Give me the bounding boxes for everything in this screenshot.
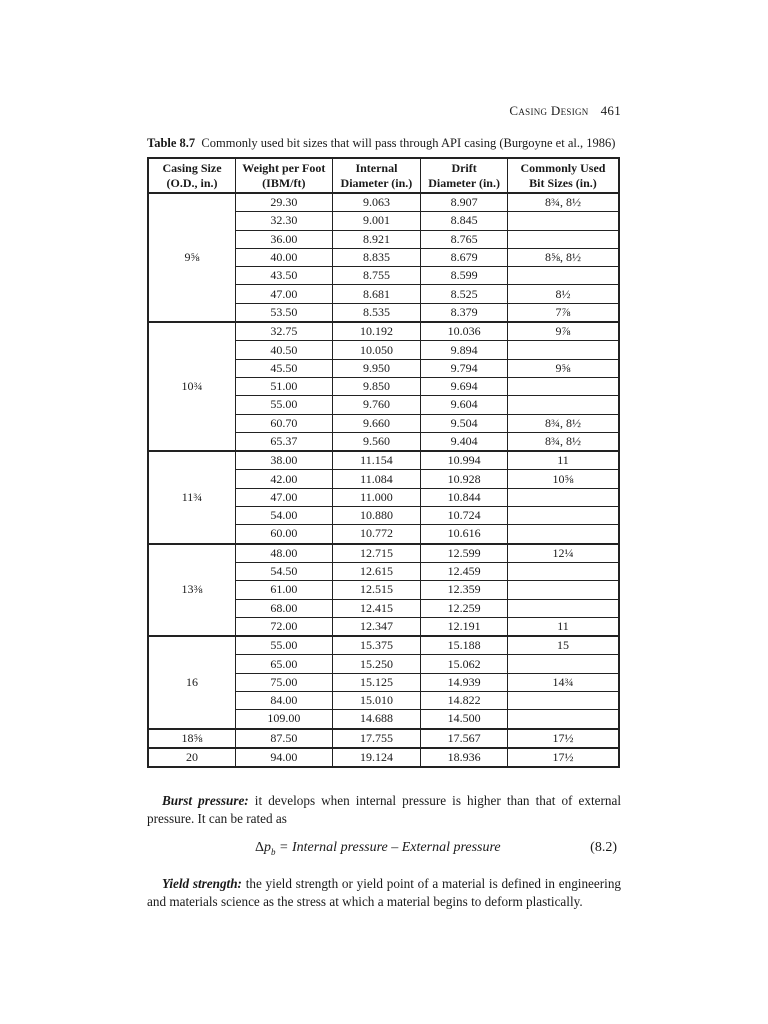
table-cell: 9.694: [421, 377, 508, 395]
table-cell: 10.050: [332, 341, 421, 359]
table-cell: 12.259: [421, 599, 508, 617]
table-cell: 9.001: [332, 212, 421, 230]
table-cell: 45.50: [236, 359, 333, 377]
column-header-line: Diameter (in.): [428, 175, 500, 190]
table-cell: 65.37: [236, 432, 333, 451]
yield-strength-paragraph: [147, 875, 621, 911]
table-cell: [507, 692, 619, 710]
column-header: [148, 158, 236, 193]
table-cell: 12¼: [507, 544, 619, 563]
table-cell: 87.50: [236, 729, 333, 748]
table-cell: 10.994: [421, 451, 508, 470]
table-cell: [507, 507, 619, 525]
table-cell: 53.50: [236, 303, 333, 322]
table-cell: 36.00: [236, 230, 333, 248]
column-header-line: Bit Sizes (in.): [529, 175, 597, 190]
table-cell: [507, 212, 619, 230]
column-header: [507, 158, 619, 193]
table-cell: [507, 599, 619, 617]
running-head: [509, 103, 621, 119]
column-header-line: Commonly Used: [520, 160, 606, 175]
table-cell: 75.00: [236, 673, 333, 691]
column-header-line: Drift: [451, 160, 477, 175]
table-cell: 10.616: [421, 525, 508, 544]
casing-size-cell: 16: [148, 636, 236, 728]
table-cell: 11.000: [332, 488, 421, 506]
equation-rhs: = Internal pressure – External pressure: [275, 840, 501, 855]
table-cell: 9⅝: [507, 359, 619, 377]
table-cell: 8¾, 8½: [507, 432, 619, 451]
table-cell: 47.00: [236, 285, 333, 303]
table-body: [148, 193, 619, 767]
table-cell: 8¾, 8½: [507, 193, 619, 212]
chapter-title: Casing Design: [509, 103, 589, 118]
column-header-line: Diameter (in.): [340, 175, 413, 190]
table-cell: 10.928: [421, 470, 508, 488]
casing-size-cell: 11¾: [148, 451, 236, 543]
table-cell: 12.615: [332, 562, 421, 580]
table-cell: 8.599: [421, 267, 508, 285]
table-cell: 9.560: [332, 432, 421, 451]
table-cell: 9.660: [332, 414, 421, 432]
table-cell: 12.715: [332, 544, 421, 563]
table-cell: 15.062: [421, 655, 508, 673]
table-cell: 61.00: [236, 581, 333, 599]
yield-strength-term: Yield strength:: [162, 876, 242, 891]
table-cell: 10⅝: [507, 470, 619, 488]
table-cell: [507, 396, 619, 414]
casing-size-cell: 10¾: [148, 322, 236, 451]
pressure-symbol: p: [264, 840, 272, 855]
column-header-line: Internal: [355, 160, 398, 175]
casing-bit-size-table: [147, 157, 620, 768]
table-cell: 12.459: [421, 562, 508, 580]
table-cell: 12.415: [332, 599, 421, 617]
burst-pressure-paragraph: [147, 792, 621, 828]
table-cell: 55.00: [236, 636, 333, 655]
column-header: [236, 158, 333, 193]
table-cell: 9.850: [332, 377, 421, 395]
casing-size-cell: 20: [148, 748, 236, 767]
table-cell: 15.250: [332, 655, 421, 673]
table-cell: 8.525: [421, 285, 508, 303]
table-cell: 12.515: [332, 581, 421, 599]
table-header-row: [148, 158, 619, 193]
table-cell: 17½: [507, 729, 619, 748]
delta-symbol: Δ: [255, 840, 265, 855]
table-cell: 54.00: [236, 507, 333, 525]
table-cell: 8.679: [421, 248, 508, 266]
table-cell: 68.00: [236, 599, 333, 617]
table-cell: 54.50: [236, 562, 333, 580]
table-cell: 42.00: [236, 470, 333, 488]
column-header-line: Casing Size: [162, 160, 222, 175]
burst-pressure-text: it develops when internal pressure is higher than that of external pressure. It can be rated as: [147, 793, 621, 826]
table-cell: 94.00: [236, 748, 333, 767]
table-cell: 43.50: [236, 267, 333, 285]
table-cell: 12.347: [332, 617, 421, 636]
column-header: [332, 158, 421, 193]
table-cell: 9.760: [332, 396, 421, 414]
equation-number: (8.2): [590, 840, 617, 855]
column-header-line: Weight per Foot: [242, 160, 326, 175]
table-cell: 8.845: [421, 212, 508, 230]
table-cell: 40.00: [236, 248, 333, 266]
table-cell: 10.192: [332, 322, 421, 341]
table-cell: 109.00: [236, 710, 333, 729]
table-cell: 9.794: [421, 359, 508, 377]
table-cell: 14.500: [421, 710, 508, 729]
table-cell: 40.50: [236, 341, 333, 359]
table-cell: [507, 525, 619, 544]
equation-expression: [255, 840, 501, 857]
casing-size-cell: 9⅝: [148, 193, 236, 322]
table-cell: 9.950: [332, 359, 421, 377]
table-cell: 10.772: [332, 525, 421, 544]
table-row: [148, 729, 619, 748]
casing-size-cell: 18⅝: [148, 729, 236, 748]
table-cell: 51.00: [236, 377, 333, 395]
table-cell: 65.00: [236, 655, 333, 673]
table-cell: 7⅞: [507, 303, 619, 322]
table-cell: 18.936: [421, 748, 508, 767]
table-cell: [507, 267, 619, 285]
table-cell: 8½: [507, 285, 619, 303]
table-cell: [507, 655, 619, 673]
table-cell: 48.00: [236, 544, 333, 563]
page-number: 461: [600, 103, 621, 118]
table-cell: [507, 230, 619, 248]
table-cell: 47.00: [236, 488, 333, 506]
table-cell: 8.379: [421, 303, 508, 322]
table-cell: 8.835: [332, 248, 421, 266]
equation-8-2: [147, 840, 621, 862]
table-cell: [507, 581, 619, 599]
table-cell: 15: [507, 636, 619, 655]
table-cell: 15.010: [332, 692, 421, 710]
table-cell: [507, 488, 619, 506]
table-row: [148, 322, 619, 341]
table-cell: 11: [507, 617, 619, 636]
table-cell: 14.939: [421, 673, 508, 691]
table-cell: 10.724: [421, 507, 508, 525]
table-cell: 8.921: [332, 230, 421, 248]
table-cell: 11.084: [332, 470, 421, 488]
table-cell: 12.191: [421, 617, 508, 636]
table-cell: [507, 562, 619, 580]
table-cell: 10.844: [421, 488, 508, 506]
table-cell: 9.063: [332, 193, 421, 212]
table-cell: 60.00: [236, 525, 333, 544]
table-cell: 9⅞: [507, 322, 619, 341]
table-cell: 14.822: [421, 692, 508, 710]
table-row: [148, 748, 619, 767]
column-header-line: (O.D., in.): [166, 175, 218, 190]
table-label: Table 8.7: [147, 136, 196, 150]
table-cell: 9.604: [421, 396, 508, 414]
table-cell: 29.30: [236, 193, 333, 212]
table-cell: 8.535: [332, 303, 421, 322]
table-cell: 14¾: [507, 673, 619, 691]
table-cell: 14.688: [332, 710, 421, 729]
table-row: [148, 193, 619, 212]
table-cell: 15.188: [421, 636, 508, 655]
table-cell: 15.125: [332, 673, 421, 691]
table-cell: 8.755: [332, 267, 421, 285]
table-cell: 17½: [507, 748, 619, 767]
casing-size-cell: 13⅜: [148, 544, 236, 636]
table-cell: 72.00: [236, 617, 333, 636]
table-row: [148, 451, 619, 470]
table-cell: 15.375: [332, 636, 421, 655]
table-cell: [507, 341, 619, 359]
burst-subscript: b: [271, 846, 276, 857]
table-cell: 55.00: [236, 396, 333, 414]
table-cell: 10.036: [421, 322, 508, 341]
table-cell: 11: [507, 451, 619, 470]
table-cell: 8.907: [421, 193, 508, 212]
yield-strength-text: the yield strength or yield point of a material is defined in engineering and materials science as the stress at which a material begins to deform plastically.: [147, 876, 622, 909]
table-cell: 60.70: [236, 414, 333, 432]
table-cell: 9.894: [421, 341, 508, 359]
table-cell: 38.00: [236, 451, 333, 470]
table-row: [148, 544, 619, 563]
table-cell: 17.755: [332, 729, 421, 748]
table-cell: 19.124: [332, 748, 421, 767]
table-cell: 9.504: [421, 414, 508, 432]
table-cell: 11.154: [332, 451, 421, 470]
table-cell: 84.00: [236, 692, 333, 710]
table-row: [148, 636, 619, 655]
table-cell: [507, 377, 619, 395]
table-cell: 8.681: [332, 285, 421, 303]
table-caption-text: Commonly used bit sizes that will pass through API casing (Burgoyne et al., 1986): [201, 136, 616, 150]
table-caption: [147, 136, 627, 151]
table-cell: 8⅝, 8½: [507, 248, 619, 266]
table-cell: 32.30: [236, 212, 333, 230]
table-cell: 8¾, 8½: [507, 414, 619, 432]
table-cell: 12.359: [421, 581, 508, 599]
column-header-line: (IBM/ft): [262, 175, 306, 190]
column-header: [421, 158, 508, 193]
burst-pressure-term: Burst pressure:: [162, 793, 249, 808]
table-cell: 8.765: [421, 230, 508, 248]
table-cell: [507, 710, 619, 729]
table-cell: 17.567: [421, 729, 508, 748]
table-cell: 12.599: [421, 544, 508, 563]
table-cell: 9.404: [421, 432, 508, 451]
table-cell: 32.75: [236, 322, 333, 341]
table-cell: 10.880: [332, 507, 421, 525]
